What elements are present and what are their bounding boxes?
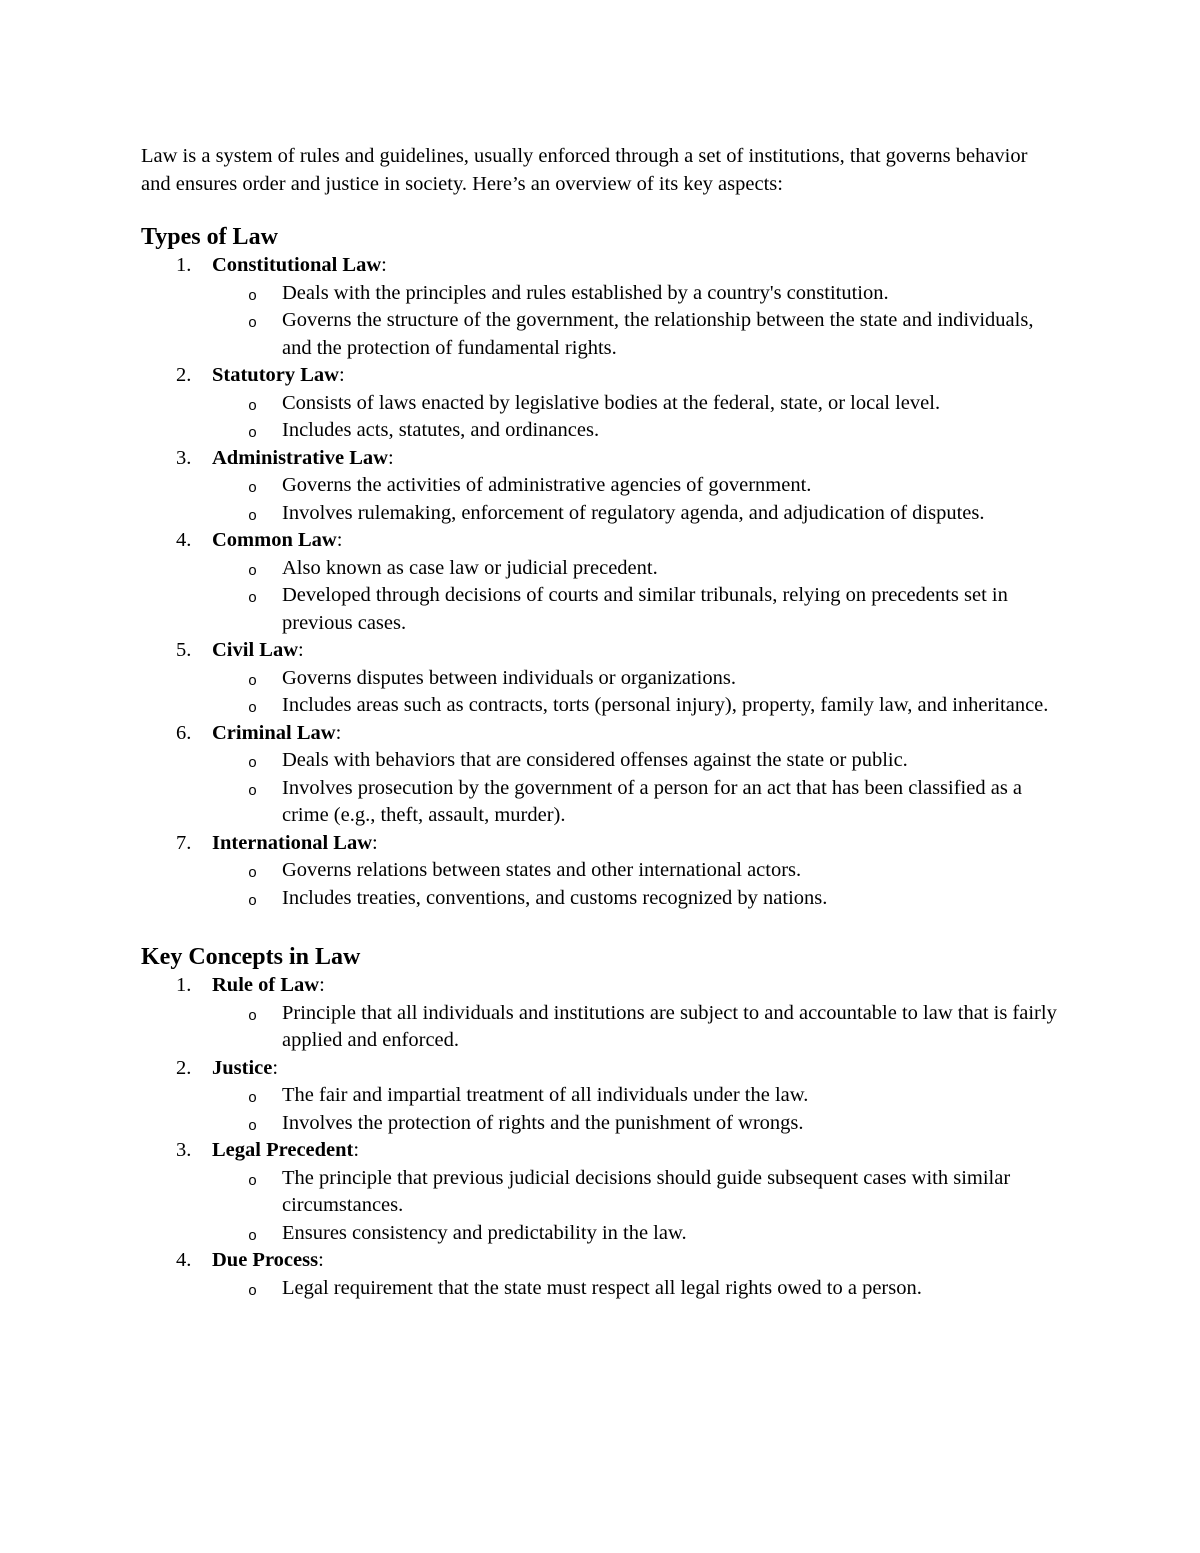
sub-point (141, 555, 1061, 583)
list-item (141, 1055, 1061, 1138)
list-item-number: 5. (176, 639, 192, 661)
bullet-o-icon: o (248, 287, 258, 305)
sub-point (141, 307, 1061, 362)
sub-point-list (212, 390, 1061, 445)
sub-point-text: Includes areas such as contracts, torts (personal injury), property, family law, and inheritance. (282, 694, 1049, 716)
sub-point-text: Includes acts, statutes, and ordinances. (282, 419, 600, 441)
list-item-term: Civil Law (212, 639, 298, 661)
sub-point-list (212, 1275, 1061, 1303)
document-body (141, 143, 1061, 1302)
sub-point (141, 1165, 1061, 1220)
list-item (141, 362, 1061, 445)
bullet-o-icon: o (248, 672, 258, 690)
sub-point (141, 417, 1061, 445)
list-item (141, 252, 1061, 362)
list-item-colon: : (381, 254, 387, 276)
list-item-term: Legal Precedent (212, 1139, 354, 1161)
sub-point (141, 390, 1061, 418)
list-item-number: 6. (176, 721, 192, 744)
bullet-o-icon: o (248, 1172, 258, 1190)
sub-point-text: Consists of laws enacted by legislative bodies at the federal, state, or local level. (282, 391, 941, 414)
bullet-o-icon: o (248, 1227, 258, 1245)
sub-point-text: Deals with behaviors that are considered offenses against the state or public. (282, 749, 908, 771)
sub-point-text: Governs the structure of the government, the relationship between the state and individuals, and the protection of fundamental rights. (282, 309, 1034, 359)
list-item (141, 1137, 1061, 1247)
sub-point (141, 1275, 1061, 1303)
bullet-o-icon: o (248, 590, 258, 607)
bullet-o-icon: o (248, 315, 258, 332)
sub-point-list (212, 1000, 1061, 1055)
sub-point-text: Deals with the principles and rules established by a country's constitution. (282, 281, 889, 304)
sub-point-list (212, 665, 1061, 720)
sub-point (141, 747, 1061, 775)
list-item-term: International Law (212, 831, 373, 854)
list-item-colon: : (272, 1056, 279, 1079)
list-item-term: Administrative Law (212, 446, 388, 469)
sub-point-list (212, 1165, 1061, 1248)
sub-point (141, 1082, 1061, 1110)
types-of-law-list (141, 252, 1061, 912)
sub-point-list (212, 555, 1061, 638)
list-item-term: Criminal Law (212, 721, 336, 744)
sub-point-text: The principle that previous judicial decisions should guide subsequent cases with similar circumstances. (282, 1166, 1011, 1216)
sub-point-list (212, 1082, 1061, 1137)
list-item-colon: : (319, 974, 325, 996)
sub-point-text: Involves rulemaking, enforcement of regulatory agenda, and adjudication of disputes. (282, 501, 985, 524)
sub-point (141, 1110, 1061, 1138)
bullet-o-icon: o (248, 397, 258, 415)
sub-point-text: The fair and impartial treatment of all individuals under the law. (282, 1084, 809, 1106)
bullet-o-icon: o (248, 782, 258, 800)
list-item-number: 3. (176, 1139, 192, 1161)
sub-point (141, 885, 1061, 913)
list-item (141, 972, 1061, 1055)
sub-point-list (212, 472, 1061, 527)
list-item (141, 1247, 1061, 1302)
sub-point (141, 280, 1061, 308)
list-item-number: 2. (176, 364, 192, 386)
section-title-types-of-law: Types of Law (141, 224, 278, 250)
list-item-colon: : (387, 446, 394, 469)
sub-point (141, 775, 1061, 830)
key-concepts-list (141, 972, 1061, 1302)
list-item-number: 1. (176, 974, 192, 996)
bullet-o-icon: o (248, 562, 258, 580)
sub-point-list (212, 747, 1061, 830)
bullet-o-icon: o (248, 480, 258, 497)
list-item-number: 2. (176, 1056, 192, 1079)
list-item-number: 4. (176, 1249, 192, 1271)
list-item (141, 637, 1061, 720)
intro-paragraph: Law is a system of rules and guidelines, usually enforced through a set of institutions, that governs behavior and ensures order and justice in society. Here’s an overview of its key aspects: (141, 145, 1028, 195)
sub-point-text: Governs the activities of administrative agencies of government. (282, 474, 812, 496)
bullet-o-icon: o (248, 892, 258, 910)
sub-point (141, 1000, 1061, 1055)
list-item (141, 527, 1061, 637)
sub-point (141, 472, 1061, 500)
list-item-colon: : (335, 721, 342, 744)
list-item-number: 7. (176, 831, 192, 854)
sub-point (141, 857, 1061, 885)
sub-point-text: Governs relations between states and other international actors. (282, 859, 802, 881)
sub-point-text: Principle that all individuals and institutions are subject to and accountable to law that is fairly applied and enforced. (282, 1001, 1057, 1051)
sub-point (141, 665, 1061, 693)
sub-point-list (212, 857, 1061, 912)
sub-point-text: Includes treaties, conventions, and customs recognized by nations. (282, 886, 828, 909)
list-item-term: Statutory Law (212, 364, 339, 386)
list-item-term: Rule of Law (212, 974, 320, 996)
list-item-number: 1. (176, 254, 192, 276)
list-item-number: 3. (176, 446, 192, 469)
bullet-o-icon: o (248, 507, 258, 525)
bullet-o-icon: o (248, 1007, 258, 1025)
bullet-o-icon: o (248, 755, 258, 772)
bullet-o-icon: o (248, 700, 258, 717)
bullet-o-icon: o (248, 1117, 258, 1135)
bullet-o-icon: o (248, 1282, 258, 1300)
sub-point (141, 1220, 1061, 1248)
sub-point-list (212, 280, 1061, 363)
bullet-o-icon: o (248, 1090, 258, 1107)
list-item-term: Constitutional Law (212, 254, 382, 276)
sub-point-text: Ensures consistency and predictability in the law. (282, 1221, 687, 1244)
list-item (141, 830, 1061, 913)
sub-point-text: Involves prosecution by the government of a person for an act that has been classified as a crime (e.g., theft, assault, murder). (282, 776, 1023, 826)
sub-point-text: Developed through decisions of courts and similar tribunals, relying on precedents set in previous cases. (282, 584, 1008, 634)
bullet-o-icon: o (248, 865, 258, 882)
list-item-colon: : (338, 364, 345, 386)
list-item-colon: : (353, 1139, 360, 1161)
list-item (141, 445, 1061, 528)
list-item-term: Due Process (212, 1249, 319, 1271)
list-item-colon: : (336, 529, 343, 551)
list-item-colon: : (372, 831, 378, 854)
sub-point-text: Governs disputes between individuals or organizations. (282, 666, 736, 689)
list-item (141, 720, 1061, 830)
sub-point-text: Also known as case law or judicial precedent. (282, 556, 658, 579)
bullet-o-icon: o (248, 425, 258, 442)
sub-point (141, 692, 1061, 720)
list-item-term: Justice (212, 1056, 273, 1079)
sub-point (141, 582, 1061, 637)
list-item-colon: : (298, 639, 304, 661)
list-item-colon: : (318, 1249, 324, 1271)
sub-point-text: Involves the protection of rights and the punishment of wrongs. (282, 1111, 804, 1134)
sub-point-text: Legal requirement that the state must respect all legal rights owed to a person. (282, 1276, 922, 1299)
sub-point (141, 500, 1061, 528)
list-item-term: Common Law (212, 529, 337, 551)
list-item-number: 4. (176, 529, 192, 551)
section-title-key-concepts: Key Concepts in Law (141, 944, 361, 970)
